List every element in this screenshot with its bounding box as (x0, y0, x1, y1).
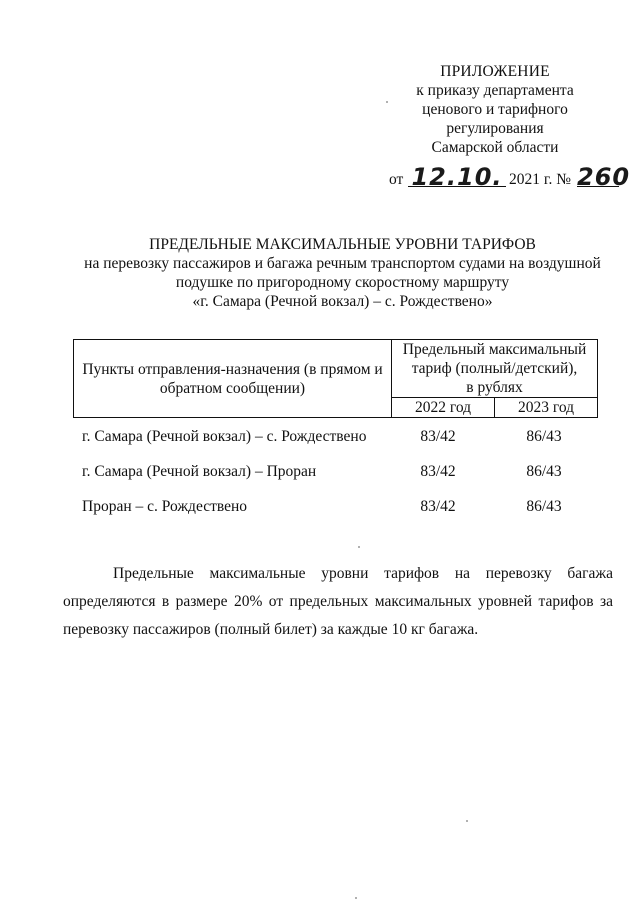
appendix-line-1: к приказу департамента (416, 82, 574, 99)
appendix-line-3: регулирования (446, 120, 544, 137)
tariff-column-header (392, 340, 598, 398)
order-year-label: 2021 г. № (509, 171, 572, 188)
tariff-header-line-2: тариф (полный/детский), (411, 360, 578, 377)
row-tariff-2023: 86/43 (526, 498, 562, 515)
baggage-paragraph: Предельные максимальные уровни тарифов на перевозку багажа определяются в размере 20% от предельных максимальных уровней тарифов за перевозку пассажиров (полный билет) за каждые 10 кг багажа. (63, 565, 613, 638)
document-heading (60, 235, 625, 311)
heading-line-3: «г. Самара (Речной вокзал) – с. Рождествено» (192, 293, 493, 310)
scan-speck (386, 101, 388, 103)
table-row (82, 428, 622, 448)
row-route: Проран – с. Рождествено (82, 498, 248, 515)
scan-speck (355, 897, 357, 899)
table-row (82, 498, 622, 518)
row-tariff-2022: 83/42 (420, 498, 456, 515)
scan-speck (358, 546, 360, 548)
year-2022-header: 2022 год (392, 398, 495, 418)
table-row (82, 463, 622, 483)
row-tariff-2023: 86/43 (526, 428, 562, 445)
tariff-header-line-1: Предельный максимальный (402, 341, 587, 358)
heading-line-1: на перевозку пассажиров и багажа речным транспортом судами на воздушной (84, 255, 601, 272)
appendix-line-4: Самарской области (431, 139, 559, 156)
tariff-table-header (73, 339, 598, 418)
tariff-header-line-3: в рублях (466, 379, 523, 396)
heading-line-2: подушке по пригородному скоростному маршруту (175, 274, 510, 291)
order-number-handwritten: 260 (577, 163, 631, 191)
order-date-handwritten: 12.10. (408, 167, 506, 187)
appendix-title: ПРИЛОЖЕНИЕ (440, 63, 550, 80)
row-tariff-2023: 86/43 (526, 463, 562, 480)
year-2023-header: 2023 год (495, 398, 598, 418)
route-column-header: Пункты отправления-назначения (в прямом и обратном сообщении) (74, 340, 392, 418)
row-route: г. Самара (Речной вокзал) – с. Рождествено (82, 428, 367, 445)
scan-speck (466, 820, 468, 822)
row-route: г. Самара (Речной вокзал) – Проран (82, 463, 317, 480)
appendix-block (400, 62, 590, 157)
heading-title: ПРЕДЕЛЬНЫЕ МАКСИМАЛЬНЫЕ УРОВНИ ТАРИФОВ (149, 236, 536, 253)
appendix-line-2: ценового и тарифного (422, 101, 568, 118)
row-tariff-2022: 83/42 (420, 428, 456, 445)
order-date-number-line (389, 163, 631, 191)
order-prefix: от (389, 171, 404, 188)
row-tariff-2022: 83/42 (420, 463, 456, 480)
